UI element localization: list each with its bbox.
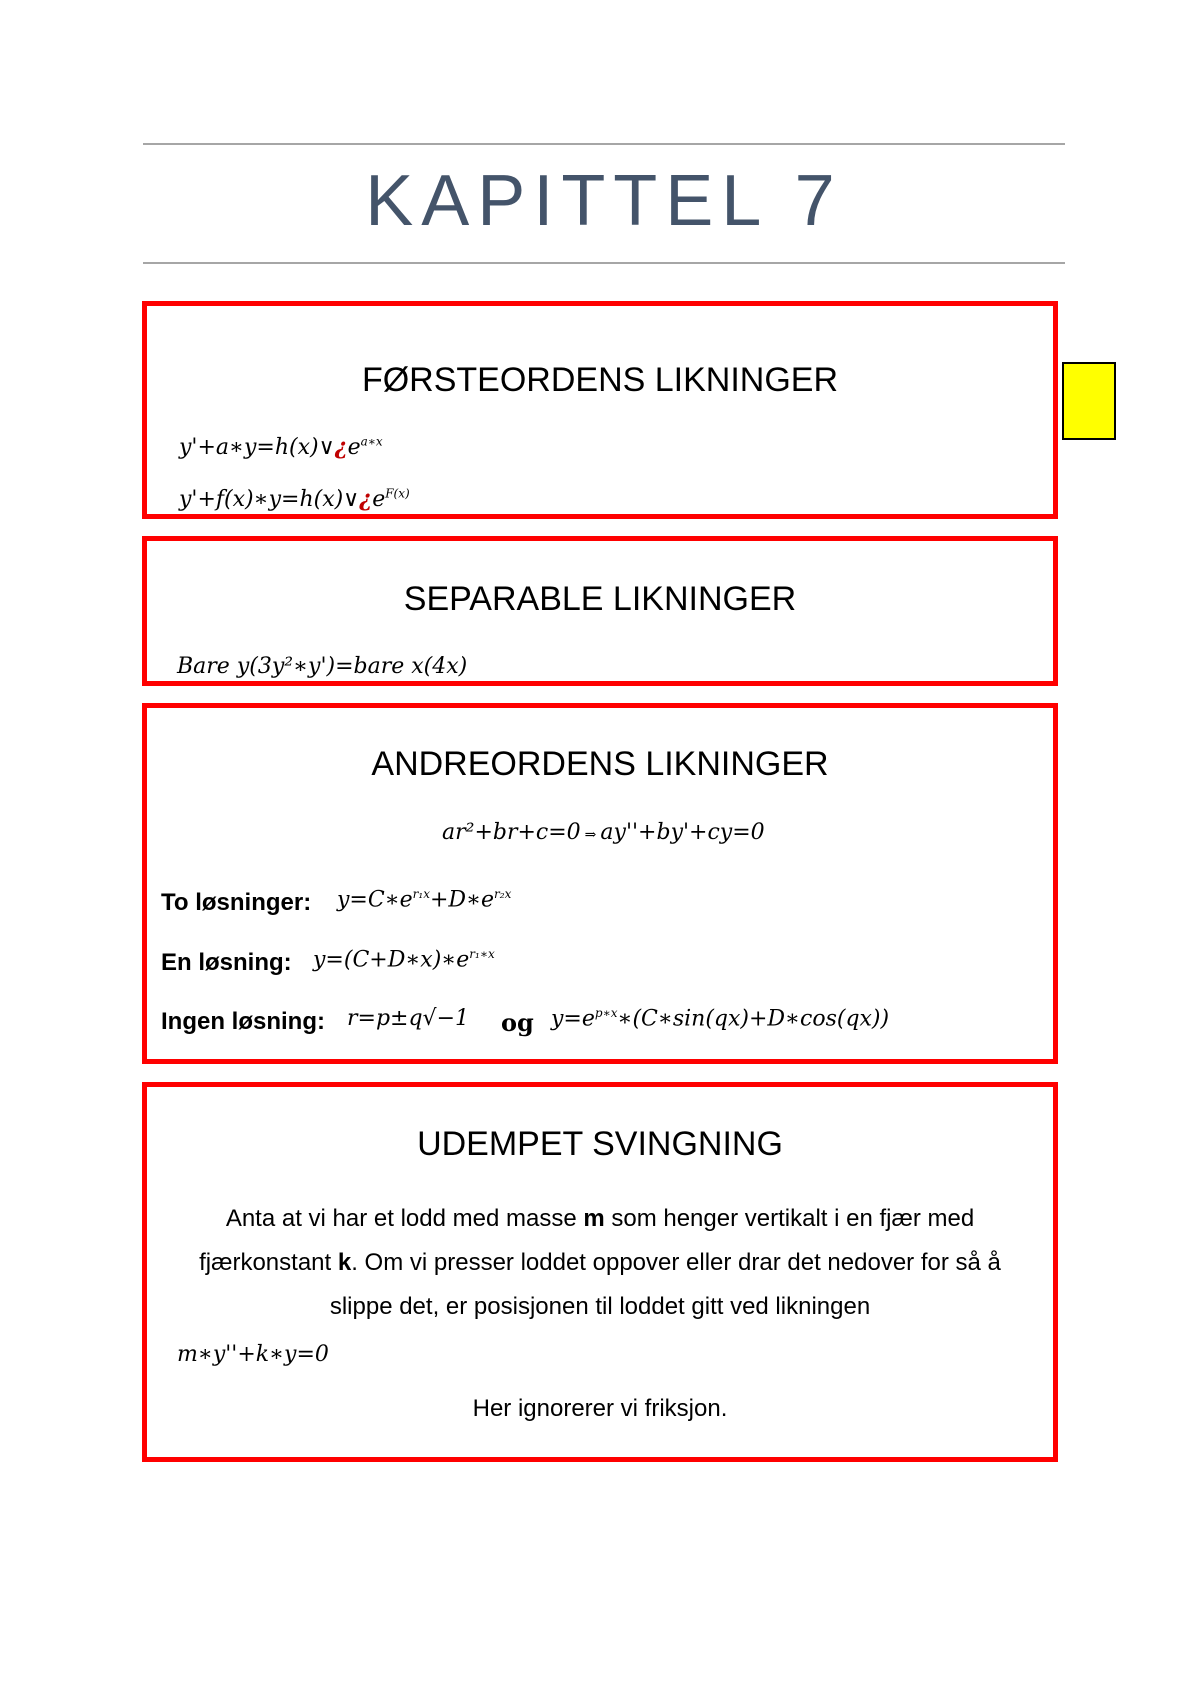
separable-equation: Bare y(3y²∗y')=bare x(4x) bbox=[177, 654, 468, 679]
second-order-heading: ANDREORDENS LIKNINGER bbox=[371, 745, 829, 783]
no-solution-equation: $y=e^{p∗x}∗(C∗\sin(qx)+D∗\cos(qx))$ bbox=[551, 1006, 890, 1032]
separable-box bbox=[142, 536, 1058, 686]
undamped-description: Anta at vi har et lodd med masse m som henger vertikalt i en fjær med fjærkonstant k. Om vi presser loddet oppover eller drar det nedover for så å slippe det, er posisjonen til loddet gitt ved likningen bbox=[199, 1205, 1001, 1320]
yellow-note-marker[interactable] bbox=[1062, 362, 1116, 440]
second-order-box bbox=[142, 703, 1058, 1064]
undamped-box bbox=[142, 1082, 1058, 1462]
first-order-box bbox=[142, 301, 1058, 519]
first-order-equation-2: $y'+f(x)∗y=h(x)\vee¿e^{F(x)}$ bbox=[179, 486, 410, 512]
undamped-note: Her ignorerer vi friksjon. bbox=[472, 1395, 728, 1422]
first-order-equation-1: $y'+a∗y=h(x)\vee¿e^{a∗x}$ bbox=[179, 434, 383, 460]
separable-heading: SEPARABLE LIKNINGER bbox=[403, 580, 797, 618]
one-solution-label: En løsning: bbox=[161, 949, 292, 976]
no-solution-og: og bbox=[501, 1008, 534, 1037]
characteristic-equation: ar²+br+c=0 ⇒ ay''+by'+cy=0 bbox=[442, 820, 765, 845]
no-solution-r: r=p±q√−1 bbox=[347, 1006, 469, 1031]
no-solution-label: Ingen løsning: bbox=[161, 1008, 325, 1035]
two-solutions-equation: $y=C∗e^{r_1x}+D∗e^{r_2x}$ bbox=[337, 887, 512, 913]
undamped-equation: m∗y''+k∗y=0 bbox=[177, 1342, 329, 1367]
bottom-rule bbox=[143, 262, 1065, 264]
one-solution-equation: $y=(C+D∗x)∗e^{r_1∗x}$ bbox=[313, 947, 495, 973]
top-rule bbox=[143, 143, 1065, 145]
undamped-heading: UDEMPET SVINGNING bbox=[417, 1125, 783, 1163]
page-title: KAPITTEL 7 bbox=[365, 161, 843, 241]
first-order-heading: FØRSTEORDENS LIKNINGER bbox=[361, 361, 839, 399]
two-solutions-label: To løsninger: bbox=[161, 889, 312, 916]
